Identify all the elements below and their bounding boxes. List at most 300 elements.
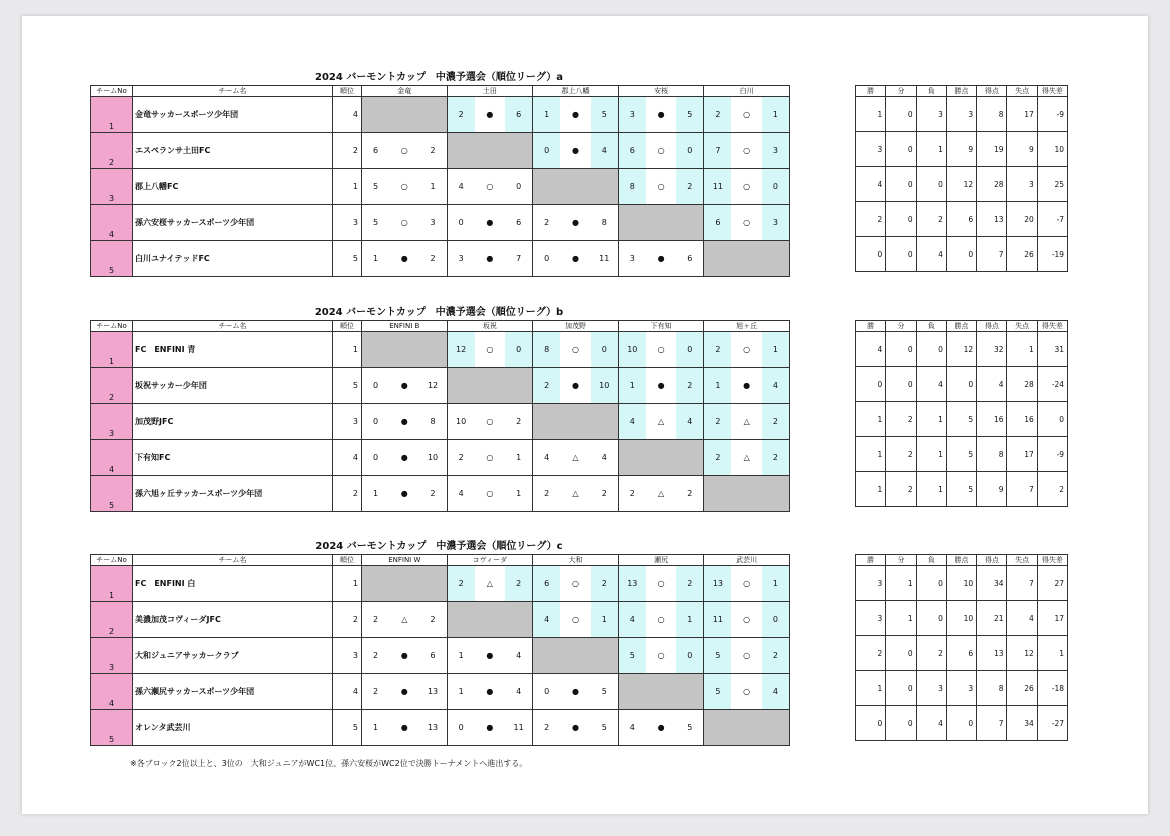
stat-value: 12	[946, 167, 976, 202]
result-mark: ●	[400, 417, 408, 426]
team-rank: 4	[333, 440, 362, 476]
stat-value: 2	[916, 636, 946, 671]
stat-value: 9	[946, 132, 976, 167]
self-match-cell	[362, 97, 448, 133]
stat-value: 1	[856, 472, 886, 507]
result-mark: ●	[571, 687, 579, 696]
stat-value: 17	[1037, 601, 1067, 636]
column-header: チーム名	[133, 86, 333, 97]
opponent-header: 瀬尻	[618, 555, 704, 566]
table-row	[91, 404, 790, 440]
table-row	[91, 332, 790, 368]
result-mark: △	[743, 453, 750, 462]
goals-for: 4	[533, 602, 560, 637]
stat-value: 0	[886, 132, 916, 167]
stat-value: -9	[1037, 437, 1067, 472]
stat-value: 1	[856, 437, 886, 472]
goals-for: 2	[448, 97, 475, 132]
stat-value: 7	[1007, 566, 1037, 601]
stat-value: 7	[1007, 472, 1037, 507]
block-title: 2024 バーモントカップ 中濃予選会（順位リーグ）b	[314, 307, 564, 318]
opponent-header: ENFINI B	[362, 321, 448, 332]
match-result	[704, 602, 790, 638]
match-result	[618, 638, 704, 674]
goals-against: 5	[601, 687, 607, 696]
result-mark: ●	[657, 110, 665, 119]
stat-value: 19	[977, 132, 1007, 167]
self-match-cell	[533, 638, 619, 674]
stats-header: 勝点	[946, 86, 976, 97]
team-rank: 3	[333, 205, 362, 241]
league-table	[90, 85, 790, 277]
stat-value: 3	[916, 671, 946, 706]
goals-against: 6	[687, 254, 693, 263]
result-mark: ●	[486, 723, 494, 732]
stat-value: 0	[886, 202, 916, 237]
team-number: 5	[91, 476, 133, 512]
team-name: 下有知FC	[133, 440, 333, 476]
result-mark: ○	[743, 687, 751, 696]
match-result	[447, 566, 533, 602]
column-header: チームNo	[91, 555, 133, 566]
stats-row	[856, 202, 1068, 237]
stat-value: -27	[1037, 706, 1067, 741]
self-match-cell	[362, 566, 448, 602]
match-result	[362, 205, 448, 241]
match-result	[618, 169, 704, 205]
match-result	[447, 205, 533, 241]
match-result	[618, 476, 704, 512]
league-table	[90, 554, 790, 746]
goals-against: 1	[430, 182, 436, 191]
stat-value: 0	[886, 97, 916, 132]
result-mark: ○	[486, 417, 494, 426]
stat-value: 0	[916, 332, 946, 367]
match-result	[447, 241, 533, 277]
column-header: チームNo	[91, 321, 133, 332]
result-mark: ○	[743, 110, 751, 119]
goals-for: 2	[372, 687, 379, 696]
stat-value: 34	[1007, 706, 1037, 741]
goals-against: 0	[676, 638, 703, 673]
goals-against: 2	[430, 615, 436, 624]
block-title: 2024 バーモントカップ 中濃予選会（順位リーグ）a	[315, 72, 563, 83]
goals-against: 8	[601, 218, 607, 227]
stats-row	[856, 706, 1068, 741]
opponent-header: 土田	[447, 86, 533, 97]
match-result	[704, 638, 790, 674]
goals-for: 1	[372, 723, 379, 732]
stats-header: 分	[886, 321, 916, 332]
result-mark: ●	[486, 651, 494, 660]
column-header: 順位	[333, 86, 362, 97]
match-result	[362, 133, 448, 169]
stat-value: 7	[977, 237, 1007, 272]
goals-for: 0	[544, 687, 550, 696]
match-result	[704, 674, 790, 710]
stat-value: 0	[856, 367, 886, 402]
goals-against: 2	[601, 489, 607, 498]
goals-against: 0	[591, 332, 618, 367]
stat-value: 2	[886, 472, 916, 507]
team-rank: 2	[333, 133, 362, 169]
result-mark: ●	[743, 381, 751, 390]
stat-value: 0	[886, 332, 916, 367]
team-name: 郡上八幡FC	[133, 169, 333, 205]
goals-for: 1	[704, 368, 731, 403]
stat-value: 0	[1037, 402, 1067, 437]
goals-for: 5	[372, 218, 379, 227]
stats-row	[856, 636, 1068, 671]
goals-against: 4	[762, 368, 789, 403]
goals-for: 2	[704, 440, 731, 475]
column-header: 順位	[333, 321, 362, 332]
goals-against: 2	[687, 489, 693, 498]
self-match-cell	[362, 332, 448, 368]
stat-value: 5	[946, 402, 976, 437]
goals-for: 2	[448, 566, 475, 601]
goals-against: 6	[505, 97, 532, 132]
goals-for: 0	[372, 453, 379, 462]
goals-against: 13	[427, 687, 439, 696]
match-result	[618, 602, 704, 638]
stat-value: 7	[977, 706, 1007, 741]
match-result	[362, 710, 448, 746]
goals-for: 4	[629, 723, 635, 732]
stats-row	[856, 671, 1068, 706]
stat-value: 0	[916, 167, 946, 202]
opponent-header: 白川	[704, 86, 790, 97]
result-mark: ●	[571, 723, 579, 732]
stats-header: 得点	[977, 86, 1007, 97]
stat-value: 13	[977, 202, 1007, 237]
goals-against: 5	[676, 97, 703, 132]
goals-for: 0	[533, 133, 560, 168]
result-mark: ●	[486, 687, 494, 696]
team-rank: 3	[333, 404, 362, 440]
stat-value: 26	[1007, 671, 1037, 706]
team-name: 孫六安桜サッカースポーツ少年団	[133, 205, 333, 241]
team-number: 3	[91, 638, 133, 674]
stats-header: 勝	[856, 321, 886, 332]
team-rank: 1	[333, 332, 362, 368]
team-number: 5	[91, 241, 133, 277]
goals-for: 0	[458, 723, 464, 732]
result-mark: ○	[400, 146, 408, 155]
team-rank: 4	[333, 97, 362, 133]
result-mark: ●	[571, 218, 579, 227]
stat-value: -18	[1037, 671, 1067, 706]
goals-for: 3	[619, 97, 646, 132]
result-mark: ○	[743, 579, 751, 588]
goals-against: 0	[762, 169, 789, 204]
result-mark: ●	[657, 723, 665, 732]
stats-header: 勝	[856, 86, 886, 97]
goals-against: 3	[762, 133, 789, 168]
team-name: 孫六旭ヶ丘サッカースポーツ少年団	[133, 476, 333, 512]
stat-value: 12	[946, 332, 976, 367]
stat-value: 1	[916, 132, 946, 167]
stat-value: 25	[1037, 167, 1067, 202]
goals-against: 1	[676, 602, 703, 637]
result-mark: ○	[571, 615, 579, 624]
stat-value: 1	[1007, 332, 1037, 367]
match-result	[362, 404, 448, 440]
table-row	[91, 241, 790, 277]
stat-value: 1	[856, 402, 886, 437]
stat-value: 0	[886, 671, 916, 706]
team-number: 4	[91, 205, 133, 241]
goals-against: 7	[516, 254, 522, 263]
result-mark: ○	[657, 345, 665, 354]
stat-value: -24	[1037, 367, 1067, 402]
match-result	[447, 440, 533, 476]
result-mark: ○	[400, 218, 408, 227]
match-result	[618, 710, 704, 746]
stats-header: 負	[916, 86, 946, 97]
goals-against: 0	[762, 602, 789, 637]
stat-value: 0	[946, 367, 976, 402]
stat-value: 3	[946, 671, 976, 706]
match-result	[618, 368, 704, 404]
table-row	[91, 674, 790, 710]
goals-against: 2	[762, 404, 789, 439]
result-mark: △	[401, 615, 408, 624]
result-mark: ●	[400, 254, 408, 263]
goals-against: 0	[505, 332, 532, 367]
result-mark: ●	[571, 381, 579, 390]
goals-against: 2	[762, 440, 789, 475]
match-result	[704, 97, 790, 133]
match-result	[447, 638, 533, 674]
team-name: エスペランサ土田FC	[133, 133, 333, 169]
goals-for: 0	[372, 417, 379, 426]
stat-value: 16	[977, 402, 1007, 437]
goals-against: 1	[762, 97, 789, 132]
result-mark: ○	[743, 182, 751, 191]
goals-against: 1	[516, 453, 522, 462]
team-number: 2	[91, 602, 133, 638]
stat-value: 0	[916, 601, 946, 636]
match-result	[533, 332, 619, 368]
match-result	[704, 332, 790, 368]
stat-value: 4	[977, 367, 1007, 402]
goals-for: 8	[619, 169, 646, 204]
match-result	[618, 404, 704, 440]
stats-row	[856, 367, 1068, 402]
opponent-header: 下有知	[618, 321, 704, 332]
goals-for: 4	[619, 404, 646, 439]
goals-against: 4	[676, 404, 703, 439]
stat-value: 10	[946, 601, 976, 636]
stat-value: 8	[977, 437, 1007, 472]
result-mark: △	[572, 489, 579, 498]
result-mark: ●	[486, 110, 494, 119]
stat-value: 4	[916, 706, 946, 741]
goals-for: 2	[704, 97, 731, 132]
stats-header: 得失差	[1037, 86, 1067, 97]
column-header: チーム名	[133, 555, 333, 566]
stats-header: 勝	[856, 555, 886, 566]
team-name: オレンタ武芸川	[133, 710, 333, 746]
match-result	[447, 332, 533, 368]
goals-against: 2	[516, 417, 522, 426]
goals-against: 8	[430, 417, 436, 426]
team-number: 1	[91, 97, 133, 133]
stat-value: 2	[1037, 472, 1067, 507]
stats-row	[856, 132, 1068, 167]
goals-against: 13	[427, 723, 439, 732]
stats-row	[856, 601, 1068, 636]
result-mark: ○	[571, 345, 579, 354]
match-result	[362, 368, 448, 404]
team-name: 白川ユナイテッドFC	[133, 241, 333, 277]
stat-value: 26	[1007, 237, 1037, 272]
team-number: 3	[91, 404, 133, 440]
match-result	[704, 566, 790, 602]
match-result	[533, 241, 619, 277]
team-rank: 5	[333, 710, 362, 746]
stats-header: 負	[916, 555, 946, 566]
match-result	[704, 404, 790, 440]
match-result	[447, 710, 533, 746]
goals-against: 3	[762, 205, 789, 240]
result-mark: ○	[486, 453, 494, 462]
self-match-cell	[704, 710, 790, 746]
goals-for: 2	[372, 615, 379, 624]
stat-value: 0	[856, 237, 886, 272]
match-result	[362, 476, 448, 512]
result-mark: ○	[657, 579, 665, 588]
goals-for: 6	[619, 133, 646, 168]
result-mark: △	[657, 417, 665, 426]
goals-against: 10	[427, 453, 439, 462]
result-mark: ●	[657, 254, 665, 263]
stat-value: 6	[946, 636, 976, 671]
footnote: ※各ブロック2位以上と、3位の 大和ジュニアがWC1位、孫六安桜がWC2位で決勝トーナメントへ進出する。	[130, 759, 528, 768]
self-match-cell	[447, 133, 533, 169]
opponent-header: 武芸川	[704, 555, 790, 566]
goals-for: 7	[704, 133, 731, 168]
stats-row	[856, 167, 1068, 202]
match-result	[618, 332, 704, 368]
table-row	[91, 710, 790, 746]
result-mark: ○	[400, 182, 408, 191]
stat-value: 2	[856, 202, 886, 237]
result-mark: ●	[400, 381, 408, 390]
stat-value: 4	[916, 237, 946, 272]
stat-value: 32	[977, 332, 1007, 367]
stats-header: 失点	[1007, 86, 1037, 97]
goals-for: 5	[704, 674, 731, 709]
stat-value: 1	[886, 566, 916, 601]
team-name: FC ENFINI 青	[133, 332, 333, 368]
goals-against: 0	[676, 133, 703, 168]
self-match-cell	[704, 476, 790, 512]
stat-value: 3	[1007, 167, 1037, 202]
result-mark: ●	[571, 146, 579, 155]
team-name: 坂祝サッカー少年団	[133, 368, 333, 404]
result-mark: ●	[400, 489, 408, 498]
goals-against: 6	[430, 651, 436, 660]
team-number: 3	[91, 169, 133, 205]
stat-value: 0	[886, 706, 916, 741]
stat-value: 0	[916, 566, 946, 601]
self-match-cell	[533, 404, 619, 440]
result-mark: ●	[486, 254, 494, 263]
match-result	[362, 674, 448, 710]
stat-value: 1	[856, 97, 886, 132]
match-result	[362, 241, 448, 277]
goals-against: 1	[591, 602, 618, 637]
goals-against: 2	[430, 146, 436, 155]
result-mark: ●	[571, 254, 579, 263]
goals-for: 3	[629, 254, 635, 263]
match-result	[533, 205, 619, 241]
table-row	[91, 602, 790, 638]
stat-value: 0	[886, 636, 916, 671]
stats-header: 失点	[1007, 321, 1037, 332]
goals-for: 2	[704, 332, 731, 367]
match-result	[362, 602, 448, 638]
stats-row	[856, 237, 1068, 272]
column-header: 順位	[333, 555, 362, 566]
goals-for: 1	[533, 97, 560, 132]
stat-value: 17	[1007, 97, 1037, 132]
stat-value: 3	[946, 97, 976, 132]
stat-value: 3	[856, 601, 886, 636]
block-title: 2024 バーモントカップ 中濃予選会（順位リーグ）c	[315, 541, 563, 552]
stat-value: 1	[916, 437, 946, 472]
stats-table	[855, 85, 1068, 272]
goals-against: 2	[505, 566, 532, 601]
goals-for: 10	[619, 332, 646, 367]
stat-value: 21	[977, 601, 1007, 636]
result-mark: ○	[486, 489, 494, 498]
result-mark: ○	[486, 182, 494, 191]
goals-for: 6	[372, 146, 379, 155]
stat-value: 17	[1007, 437, 1037, 472]
stats-row	[856, 437, 1068, 472]
stat-value: -19	[1037, 237, 1067, 272]
result-mark: ○	[657, 146, 665, 155]
table-row	[91, 368, 790, 404]
goals-against: 1	[762, 332, 789, 367]
stat-value: 1	[886, 601, 916, 636]
stat-value: 13	[977, 636, 1007, 671]
goals-for: 1	[372, 489, 379, 498]
goals-against: 2	[676, 169, 703, 204]
team-number: 1	[91, 566, 133, 602]
goals-for: 11	[704, 602, 731, 637]
goals-for: 8	[533, 332, 560, 367]
team-rank: 4	[333, 674, 362, 710]
team-name: 孫六瀬尻サッカースポーツ少年団	[133, 674, 333, 710]
result-mark: ●	[486, 218, 494, 227]
team-rank: 1	[333, 169, 362, 205]
stat-value: 1	[856, 671, 886, 706]
result-mark: △	[743, 417, 750, 426]
stats-header: 負	[916, 321, 946, 332]
goals-against: 11	[599, 254, 610, 263]
stat-value: 2	[856, 636, 886, 671]
goals-for: 2	[458, 453, 464, 462]
goals-against: 0	[516, 182, 522, 191]
goals-for: 4	[544, 453, 550, 462]
result-mark: ○	[657, 615, 665, 624]
stat-value: 3	[916, 97, 946, 132]
stat-value: 1	[916, 402, 946, 437]
